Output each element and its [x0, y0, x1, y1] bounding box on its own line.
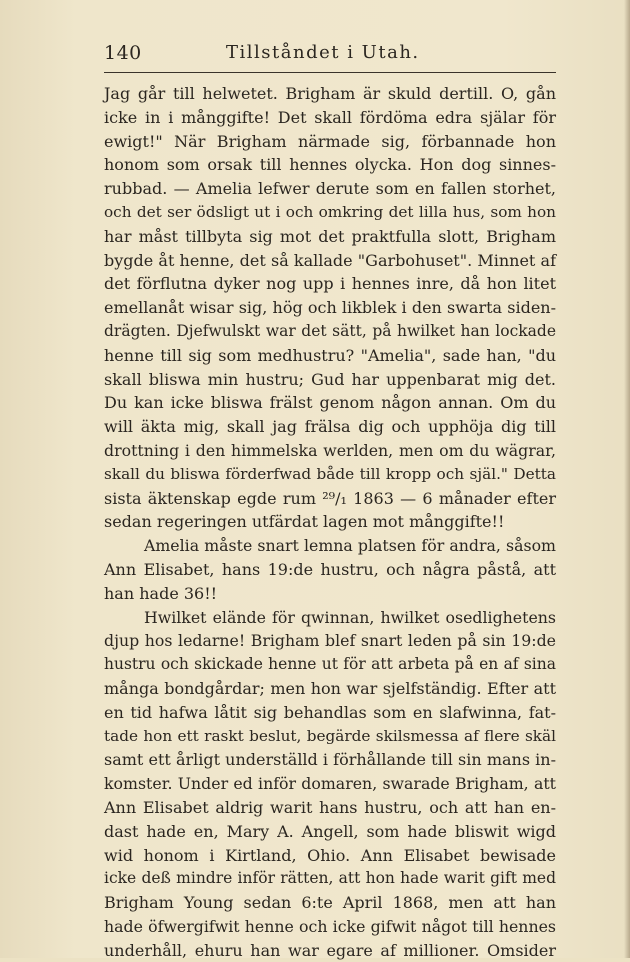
text-line: han hade 36!!	[104, 583, 218, 603]
text-line: emellanåt wisar sig, hög och likblek i den swarta siden-	[104, 298, 556, 318]
text-line: henne till sig som medhustru? "Amelia", sade han, "du	[104, 345, 556, 365]
text-line: sedan regeringen utfärdat lagen mot månggifte!!	[104, 512, 505, 532]
text-line: det förflutna dyker nog upp i hennes inre, då hon litet	[104, 274, 556, 294]
text-line: skall du bliswa förderfwad både till kropp och själ." Detta	[104, 464, 556, 483]
page-number: 140	[104, 42, 142, 64]
text-line: en tid hafwa låtit sig behandlas som en slafwinna, fat-	[104, 702, 556, 722]
running-title: Tillståndet i Utah.	[226, 42, 420, 63]
text-line: Ann Elisabet aldrig warit hans hustru, och att han en-	[104, 797, 556, 817]
text-line: många bondgårdar; men hon war sjelfständig. Efter att	[104, 678, 556, 698]
text-line: komster. Under ed inför domaren, swarade Brigham, att	[104, 774, 556, 794]
text-line: har måst tillbyta sig mot det praktfulla slott, Brigham	[104, 226, 556, 246]
text-line: drottning i den himmelska werlden, men om du wägrar,	[104, 440, 556, 460]
text-line: will äkta mig, skall jag frälsa dig och upphöja dig till	[104, 417, 556, 437]
text-line: Ann Elisabet, hans 19:de hustru, och några påstå, att	[104, 559, 556, 579]
text-line: rubbad. — Amelia lefwer derute som en fallen storhet,	[104, 179, 556, 199]
text-line: Amelia måste snart lemna platsen för andra, såsom	[144, 536, 556, 556]
text-line: Du kan icke bliswa frälst genom någon annan. Om du	[104, 393, 556, 413]
page-header	[104, 40, 556, 70]
text-line: wid honom i Kirtland, Ohio. Ann Elisabet bewisade	[104, 845, 556, 865]
text-line: hade öfwergifwit henne och icke gifwit något till hennes	[104, 916, 556, 936]
page-edge-shadow	[624, 0, 630, 958]
text-line: tade hon ett raskt beslut, begärde skilsmessa af flere skäl	[104, 726, 556, 745]
header-rule	[104, 72, 556, 73]
text-line: Jag går till helwetet. Brigham är skuld dertill. O, gån	[104, 84, 556, 103]
text-line: icke deß mindre inför rätten, att hon hade warit gift med	[104, 869, 556, 888]
text-line: djup hos ledarne! Brigham blef snart leden på sin 19:de	[104, 631, 556, 651]
text-line: sista äktenskap egde rum ²⁹/₁ 1863 — 6 månader efter	[104, 488, 556, 508]
text-line: skall bliswa min hustru; Gud har uppenbarat mig det.	[104, 369, 556, 389]
text-line: drägten. Djefwulskt war det sätt, på hwilket han lockade	[104, 321, 556, 340]
text-line: underhåll, ehuru han war egare af millioner. Omsider	[104, 940, 556, 960]
text-line: bygde åt henne, det så kallade "Garbohuset". Minnet af	[104, 250, 556, 270]
text-line: icke in i månggifte! Det skall fördöma edra själar för	[104, 107, 556, 127]
text-line: hustru och skickade henne ut för att arbeta på en af sina	[104, 655, 556, 674]
text-line: Brigham Young sedan 6:te April 1868, men att han	[104, 893, 556, 913]
text-line: samt ett årligt underställd i förhållande till sin mans in-	[104, 750, 556, 770]
text-line: dast hade en, Mary A. Angell, som hade bliswit wigd	[104, 821, 556, 841]
text-line: och det ser ödsligt ut i och omkring det lilla hus, som hon	[104, 202, 556, 221]
text-line: ewigt!" När Brigham närmade sig, förbannade hon	[104, 131, 556, 151]
text-line: Hwilket elände för qwinnan, hwilket osedlighetens	[144, 607, 556, 627]
body-text	[104, 82, 556, 962]
text-line: honom som orsak till hennes olycka. Hon dog sinnes-	[104, 155, 556, 175]
